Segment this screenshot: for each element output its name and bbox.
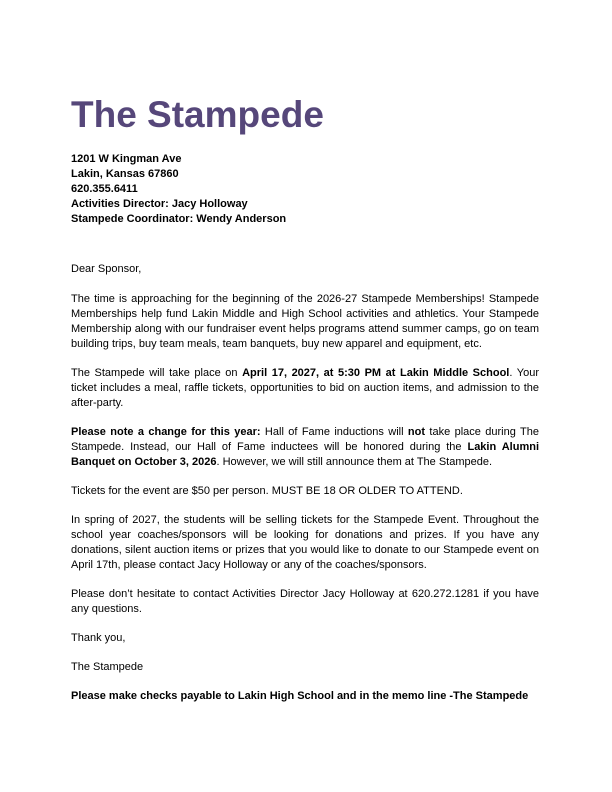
- paragraph-tickets: Tickets for the event are $50 per person. MUST BE 18 OR OLDER TO ATTEND.: [71, 485, 463, 497]
- activities-director: Activities Director: Jacy Holloway: [71, 198, 248, 210]
- change-notice: Please note a change for this year:: [71, 426, 261, 438]
- alumni-banquet: Lakin Alumni Banquet on October 3, 2026: [71, 441, 539, 468]
- paragraph-memberships: The time is approaching for the beginning of the 2026-27 Stampede Memberships! Stampede Memberships help fund Lakin Middle and High School activities and athletics. Your Stampede Membership along with our fundraiser event helps programs attend summer camps, go on team building trips, buy team meals, team banquets, buy new apparel and equipment, etc.: [71, 293, 539, 350]
- paragraph-event-details: [71, 366, 539, 411]
- paragraph-hall-of-fame: [71, 425, 539, 470]
- stampede-coordinator: Stampede Coordinator: Wendy Anderson: [71, 213, 287, 225]
- hof-text-2: take place during The Stampede. Instead, our Hall of Fame inductees will be honored during the: [71, 426, 539, 453]
- not-emphasis: not: [407, 426, 426, 438]
- paragraph-donations: In spring of 2027, the students will be selling tickets for the Stampede Event. Throughout the school year coaches/sponsors will be looking for donations and prizes. If you have any donations, silent auction items or prizes that you would like to donate to our Stampede event on April 17th, please contact Jacy Holloway or any of the coaches/sponsors.: [71, 514, 539, 571]
- salutation: Dear Sponsor,: [71, 263, 142, 275]
- event-date-location: April 17, 2027, at 5:30 PM at Lakin Middle School: [242, 367, 510, 379]
- phone-number: 620.355.6411: [71, 183, 138, 195]
- checks-payable-note: [71, 689, 539, 704]
- event-text-pre: The Stampede will take place on: [71, 367, 243, 379]
- letter-title: The Stampede: [71, 94, 324, 135]
- paragraph-contact: Please don’t hesitate to contact Activities Director Jacy Holloway at 620.272.1281 if you have any questions.: [71, 588, 539, 615]
- address-block: [71, 152, 286, 227]
- hof-text-3: . However, we will still announce them at The Stampede.: [216, 456, 493, 468]
- closing: Thank you,: [71, 632, 126, 644]
- city-state-zip: Lakin, Kansas 67860: [71, 168, 179, 180]
- hof-text-1: Hall of Fame inductions will: [260, 426, 408, 438]
- street-address: 1201 W Kingman Ave: [71, 153, 182, 165]
- letter-body: [71, 262, 539, 704]
- signature: The Stampede: [71, 661, 144, 673]
- checks-payable-text: Please make checks payable to Lakin High School and in the memo line -The Stampede: [71, 690, 529, 702]
- event-text-post: . Your ticket includes a meal, raffle tickets, opportunities to bid on auction items, and admission to the after-party.: [71, 367, 540, 409]
